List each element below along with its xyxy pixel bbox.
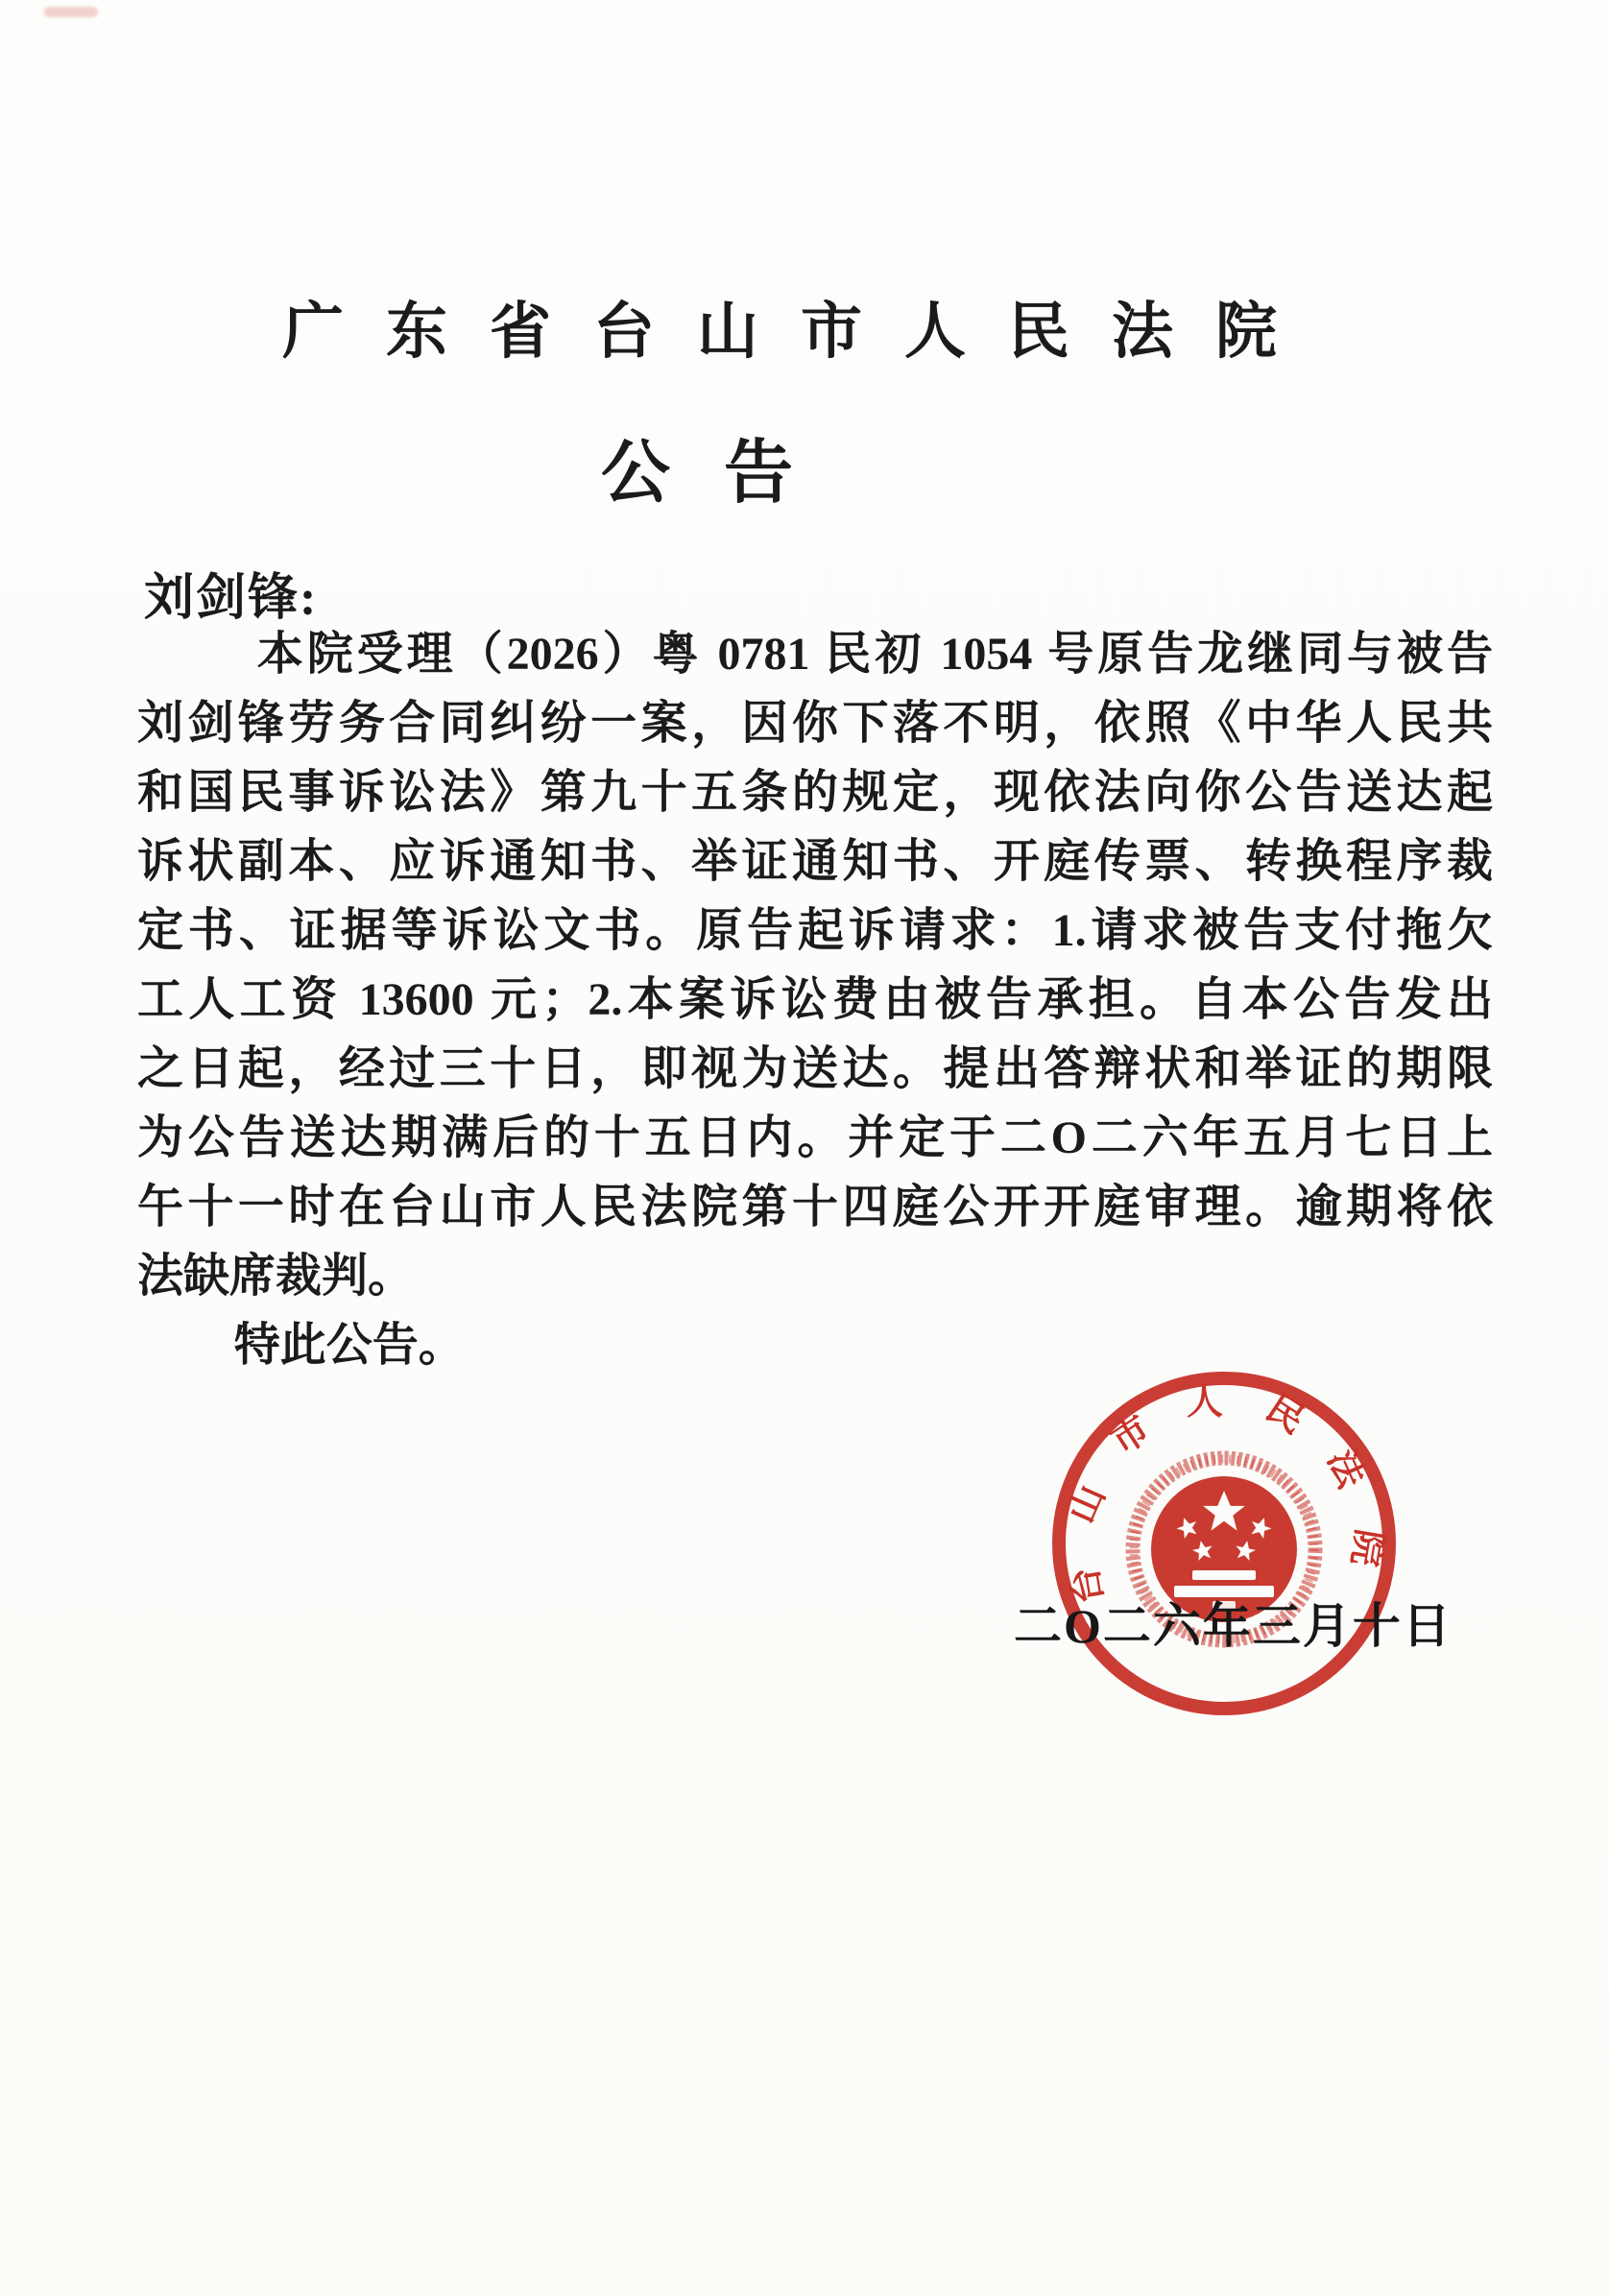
seal-ring-text: 台山市人民法院 [1058, 1381, 1390, 1607]
body-line: 刘剑锋劳务合同纠纷一案，因你下落不明，依照《中华人民共 [137, 698, 1493, 749]
body-line: 法缺席裁判。 [137, 1251, 415, 1302]
official-court-seal [1040, 1359, 1408, 1728]
closing-statement: 特此公告。 [233, 1320, 465, 1371]
document-title: 公告 [600, 435, 847, 512]
body-line: 工人工资 13600 元；2.本案诉讼费由被告承担。自本公告发出 [137, 974, 1493, 1025]
issue-date: 二O二六年三月十日 [1014, 1599, 1453, 1653]
body-line: 午十一时在台山市人民法院第十四庭公开开庭审理。逾期将依 [137, 1182, 1493, 1232]
scan-artifact [44, 7, 98, 17]
body-line: 之日起，经过三十日，即视为送达。提出答辩状和举证的期限 [137, 1043, 1493, 1094]
body-line: 本院受理（2026）粤 0781 民初 1054 号原告龙继同与被告 [256, 629, 1493, 680]
body-line: 为公告送达期满后的十五日内。并定于二O二六年五月七日上 [137, 1112, 1493, 1163]
addressee-name: 刘剑锋: [144, 571, 319, 626]
announcement-body [137, 620, 1493, 1311]
seal-graphics [1059, 1378, 1389, 1709]
body-line: 和国民事诉讼法》第九十五条的规定，现依法向你公告送达起 [137, 767, 1493, 818]
body-line: 诉状副本、应诉通知书、举证通知书、开庭传票、转换程序裁 [137, 836, 1493, 887]
court-name-heading: 广东省台山市人民法院 [282, 298, 1319, 366]
body-line: 定书、证据等诉讼文书。原告起诉请求：1.请求被告支付拖欠 [137, 905, 1493, 956]
